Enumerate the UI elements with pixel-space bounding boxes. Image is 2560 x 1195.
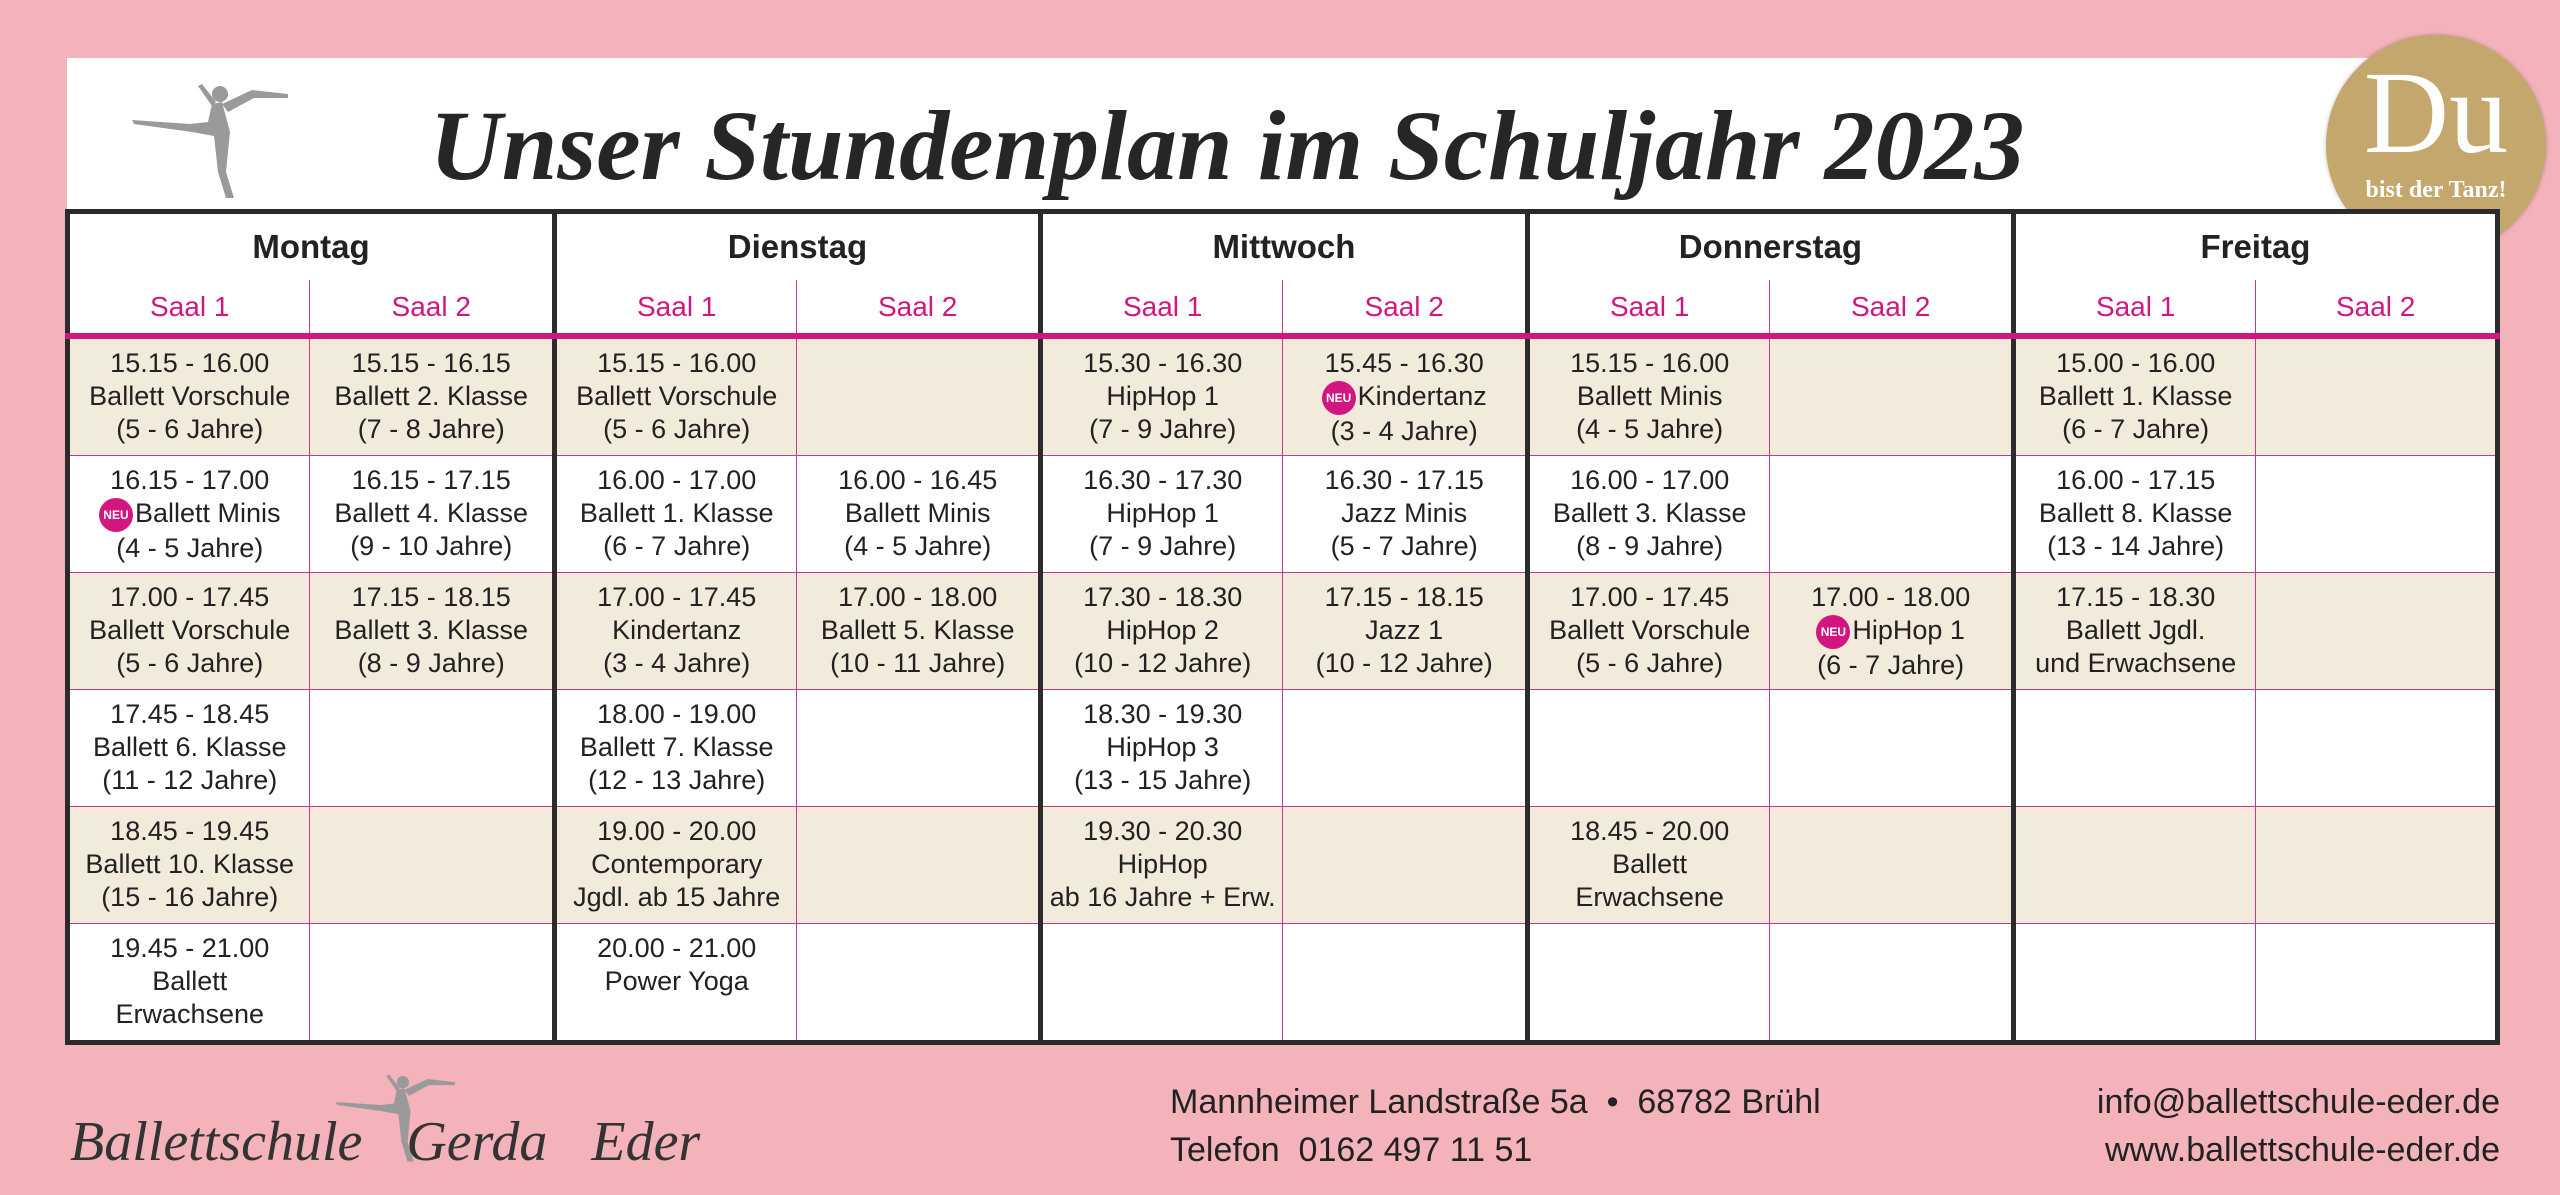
class-time: 15.45 - 16.30 (1324, 348, 1484, 378)
class-time: 16.15 - 17.15 (351, 465, 511, 495)
day-header-donnerstag: Donnerstag (1527, 212, 2013, 281)
class-name-text: Ballett Minis (134, 498, 281, 528)
class-detail: (8 - 9 Jahre) (1576, 531, 1724, 561)
class-name: Ballett Vorschule (576, 381, 778, 411)
empty-cell (2013, 807, 2255, 924)
class-time: 20.00 - 21.00 (597, 933, 757, 963)
class-cell (68, 336, 310, 456)
class-detail: Erwachsene (1575, 882, 1724, 912)
class-entry (557, 807, 796, 914)
day-header-row (68, 212, 2498, 281)
class-entry (70, 807, 309, 914)
class-cell (1527, 573, 1769, 690)
class-entry (1043, 807, 1282, 914)
class-entry (1283, 339, 1525, 448)
address-block (1170, 1078, 1821, 1174)
class-name: Ballett 3. Klasse (334, 615, 529, 645)
class-name: HipHop 1 (1106, 381, 1219, 411)
class-entry (1043, 573, 1282, 680)
class-cell (310, 456, 554, 573)
class-cell (1770, 573, 2014, 690)
class-detail: (10 - 11 Jahre) (830, 648, 1006, 678)
class-entry (1043, 690, 1282, 797)
class-time: 18.30 - 19.30 (1083, 699, 1243, 729)
empty-cell (797, 924, 1040, 1043)
class-cell (310, 573, 554, 690)
class-time: 18.00 - 19.00 (597, 699, 757, 729)
class-detail: und Erwachsene (2035, 648, 2237, 678)
empty-cell (2013, 924, 2255, 1043)
class-name: Ballett 4. Klasse (334, 498, 529, 528)
class-cell (68, 807, 310, 924)
class-time: 15.15 - 16.00 (110, 348, 270, 378)
table-row (68, 573, 2498, 690)
empty-cell (797, 807, 1040, 924)
class-cell (1283, 336, 1528, 456)
website-link[interactable]: www.ballettschule-eder.de (2104, 1131, 2500, 1169)
class-detail: (13 - 14 Jahre) (2047, 531, 2225, 561)
class-name: Jazz Minis (1341, 498, 1468, 528)
class-cell (1040, 573, 1282, 690)
empty-cell (1770, 336, 2014, 456)
class-entry (70, 456, 309, 565)
class-name (1283, 380, 1525, 415)
class-cell (1527, 456, 1769, 573)
email-link[interactable]: info@ballettschule-eder.de (2096, 1083, 2500, 1121)
class-entry (70, 924, 309, 1031)
day-header-dienstag: Dienstag (554, 212, 1040, 281)
empty-cell (310, 924, 554, 1043)
badge-small-text: bist der Tanz! (2365, 177, 2507, 203)
saal-header: Saal 2 (310, 280, 554, 336)
class-entry (2016, 573, 2255, 680)
saal-header: Saal 1 (1527, 280, 1769, 336)
class-entry (310, 573, 551, 680)
class-entry (797, 573, 1037, 680)
empty-cell (310, 807, 554, 924)
class-cell (1040, 690, 1282, 807)
class-cell (68, 924, 310, 1043)
class-cell (554, 690, 796, 807)
class-cell (554, 456, 796, 573)
class-cell (1283, 456, 1528, 573)
empty-cell (1770, 924, 2014, 1043)
empty-cell (2256, 456, 2498, 573)
class-name (70, 497, 309, 532)
empty-cell (2256, 336, 2498, 456)
class-cell (1040, 456, 1282, 573)
empty-cell (1770, 456, 2014, 573)
timetable (65, 209, 2500, 1045)
class-time: 19.00 - 20.00 (597, 816, 757, 846)
class-name: Ballett (152, 966, 228, 996)
class-detail: (5 - 7 Jahre) (1330, 531, 1478, 561)
class-entry (1043, 456, 1282, 563)
class-name: HipHop 3 (1106, 732, 1219, 762)
class-entry (2016, 456, 2255, 563)
class-time: 18.45 - 20.00 (1570, 816, 1730, 846)
class-name (1770, 614, 2011, 649)
saal-header: Saal 2 (1283, 280, 1528, 336)
class-time: 15.30 - 16.30 (1083, 348, 1243, 378)
class-entry (557, 456, 796, 563)
class-cell (554, 573, 796, 690)
class-name: Ballett 1. Klasse (2038, 381, 2233, 411)
class-entry (1530, 573, 1769, 680)
empty-cell (1770, 690, 2014, 807)
class-time: 15.15 - 16.15 (351, 348, 511, 378)
empty-cell (797, 690, 1040, 807)
class-name: Kindertanz (612, 615, 742, 645)
class-time: 16.30 - 17.30 (1083, 465, 1243, 495)
empty-cell (2013, 690, 2255, 807)
class-detail: (9 - 10 Jahre) (350, 531, 513, 561)
class-time: 16.00 - 16.45 (838, 465, 998, 495)
class-time: 17.15 - 18.15 (351, 582, 511, 612)
saal-header: Saal 1 (554, 280, 796, 336)
class-detail: (10 - 12 Jahre) (1074, 648, 1252, 678)
class-entry (557, 339, 796, 446)
class-name: Ballett 6. Klasse (92, 732, 287, 762)
class-time: 15.15 - 16.00 (1570, 348, 1730, 378)
saal-header: Saal 1 (2013, 280, 2255, 336)
class-name: Ballett Vorschule (1549, 615, 1751, 645)
class-time: 19.45 - 21.00 (110, 933, 270, 963)
empty-cell (2256, 573, 2498, 690)
class-entry (2016, 339, 2255, 446)
class-entry (310, 339, 551, 446)
empty-cell (2256, 924, 2498, 1043)
empty-cell (797, 336, 1040, 456)
empty-cell (1283, 924, 1528, 1043)
class-detail: (5 - 6 Jahre) (603, 414, 751, 444)
class-cell (2013, 573, 2255, 690)
class-detail: (3 - 4 Jahre) (603, 648, 751, 678)
table-row (68, 456, 2498, 573)
class-time: 17.00 - 18.00 (838, 582, 998, 612)
class-detail: (12 - 13 Jahre) (588, 765, 766, 795)
class-detail: (5 - 6 Jahre) (1576, 648, 1724, 678)
class-time: 17.15 - 18.15 (1324, 582, 1484, 612)
class-entry (70, 573, 309, 680)
class-time: 16.00 - 17.15 (2056, 465, 2216, 495)
class-name: Ballett 2. Klasse (334, 381, 529, 411)
class-cell (797, 573, 1040, 690)
class-entry (1530, 339, 1769, 446)
class-entry (1530, 807, 1769, 914)
class-name: Ballett 7. Klasse (579, 732, 774, 762)
new-badge: NEU (1322, 381, 1356, 415)
class-entry (557, 924, 796, 998)
class-time: 17.30 - 18.30 (1083, 582, 1243, 612)
class-time: 19.30 - 20.30 (1083, 816, 1243, 846)
class-name: HipHop 2 (1106, 615, 1219, 645)
empty-cell (310, 690, 554, 807)
class-name: Ballett 5. Klasse (820, 615, 1015, 645)
empty-cell (1283, 690, 1528, 807)
class-cell (310, 336, 554, 456)
class-detail: (4 - 5 Jahre) (116, 532, 264, 563)
class-time: 17.00 - 17.45 (597, 582, 757, 612)
class-name: Ballett Minis (844, 498, 991, 528)
footer-logo (70, 1060, 750, 1180)
class-name: Jazz 1 (1365, 615, 1444, 645)
class-cell (68, 573, 310, 690)
class-detail: (6 - 7 Jahre) (2062, 414, 2210, 444)
saal-header: Saal 1 (68, 280, 310, 336)
class-detail: (13 - 15 Jahre) (1074, 765, 1252, 795)
class-entry (557, 573, 796, 680)
class-time: 17.45 - 18.45 (110, 699, 270, 729)
empty-cell (1283, 807, 1528, 924)
empty-cell (1040, 924, 1282, 1043)
class-time: 17.00 - 17.45 (1570, 582, 1730, 612)
table-row (68, 807, 2498, 924)
class-detail: (8 - 9 Jahre) (357, 648, 505, 678)
saal-header: Saal 2 (2256, 280, 2498, 336)
class-entry (70, 339, 309, 446)
empty-cell (2256, 807, 2498, 924)
class-detail: Erwachsene (115, 999, 265, 1029)
class-detail: (15 - 16 Jahre) (101, 882, 279, 912)
class-cell (68, 690, 310, 807)
class-cell (1527, 336, 1769, 456)
class-cell (1040, 807, 1282, 924)
class-name: Ballett Jgdl. (2065, 615, 2206, 645)
empty-cell (2256, 690, 2498, 807)
class-entry (797, 456, 1037, 563)
class-entry (557, 690, 796, 797)
class-entry (1770, 573, 2011, 682)
badge-big-text: Du (2363, 47, 2509, 178)
day-header-montag: Montag (68, 212, 555, 281)
timetable-body (68, 336, 2498, 1043)
table-row (68, 690, 2498, 807)
class-cell (554, 336, 796, 456)
class-detail: (4 - 5 Jahre) (1576, 414, 1724, 444)
class-name: Ballett Minis (1576, 381, 1723, 411)
class-cell (797, 456, 1040, 573)
class-name: Ballett 10. Klasse (85, 849, 295, 879)
class-time: 15.15 - 16.00 (597, 348, 757, 378)
contact-block (2097, 1078, 2500, 1174)
class-detail: (5 - 6 Jahre) (116, 648, 264, 678)
class-cell (554, 807, 796, 924)
table-row (68, 336, 2498, 456)
class-time: 18.45 - 19.45 (110, 816, 270, 846)
class-time: 17.00 - 17.45 (110, 582, 270, 612)
class-detail: (6 - 7 Jahre) (603, 531, 751, 561)
class-cell (68, 456, 310, 573)
class-detail: (4 - 5 Jahre) (844, 531, 992, 561)
saal-header-row (68, 280, 2498, 336)
class-time: 17.15 - 18.30 (2056, 582, 2216, 612)
class-cell (1040, 336, 1282, 456)
class-name-text: Kindertanz (1357, 381, 1487, 411)
school-name: Ballettschule Gerda Eder (70, 1111, 701, 1173)
day-header-freitag: Freitag (2013, 212, 2497, 281)
phone-line: Telefon 0162 497 11 51 (1170, 1131, 1533, 1169)
class-entry (1530, 456, 1769, 563)
class-entry (1043, 339, 1282, 446)
class-name: Ballett 8. Klasse (2038, 498, 2233, 528)
class-name: HipHop (1117, 849, 1208, 879)
saal-header: Saal 2 (797, 280, 1040, 336)
class-name-text: HipHop 1 (1852, 615, 1965, 645)
empty-cell (1527, 924, 1769, 1043)
class-name: Ballett 3. Klasse (1552, 498, 1747, 528)
class-time: 17.00 - 18.00 (1811, 582, 1971, 612)
empty-cell (1770, 807, 2014, 924)
class-detail: (10 - 12 Jahre) (1315, 648, 1493, 678)
class-detail: (7 - 8 Jahre) (357, 414, 505, 444)
table-row (68, 924, 2498, 1043)
class-cell (2013, 336, 2255, 456)
header-banner (67, 58, 2487, 210)
new-badge: NEU (1816, 615, 1850, 649)
ballerina-logo-icon (122, 72, 292, 202)
class-detail: (7 - 9 Jahre) (1089, 414, 1237, 444)
class-name: Power Yoga (604, 966, 749, 996)
class-cell (1527, 807, 1769, 924)
class-detail: ab 16 Jahre + Erw. (1049, 882, 1276, 912)
class-name: Ballett Vorschule (89, 615, 291, 645)
class-detail: (7 - 9 Jahre) (1089, 531, 1237, 561)
class-detail: (5 - 6 Jahre) (116, 414, 264, 444)
class-entry (1283, 456, 1525, 563)
class-detail: (3 - 4 Jahre) (1330, 415, 1478, 446)
class-time: 16.30 - 17.15 (1324, 465, 1484, 495)
saal-header: Saal 2 (1770, 280, 2014, 336)
class-name: Ballett Vorschule (89, 381, 291, 411)
class-detail: (11 - 12 Jahre) (102, 765, 278, 795)
class-time: 16.00 - 17.00 (597, 465, 757, 495)
class-cell (554, 924, 796, 1043)
class-entry (70, 690, 309, 797)
class-name: Contemporary (591, 849, 763, 879)
class-cell (2013, 456, 2255, 573)
class-time: 16.15 - 17.00 (110, 465, 270, 495)
class-name: HipHop 1 (1106, 498, 1219, 528)
page-title: Unser Stundenplan im Schuljahr 2023 (429, 90, 2025, 201)
day-header-mittwoch: Mittwoch (1040, 212, 1527, 281)
class-entry (310, 456, 551, 563)
saal-header: Saal 1 (1040, 280, 1282, 336)
class-name: Ballett (1612, 849, 1688, 879)
class-entry (1283, 573, 1525, 680)
class-name: Ballett 1. Klasse (579, 498, 774, 528)
class-detail: Jgdl. ab 15 Jahre (573, 882, 781, 912)
new-badge: NEU (99, 498, 133, 532)
empty-cell (1527, 690, 1769, 807)
class-detail: (6 - 7 Jahre) (1817, 649, 1965, 680)
address-line: Mannheimer Landstraße 5a • 68782 Brühl (1170, 1083, 1821, 1121)
class-time: 16.00 - 17.00 (1570, 465, 1730, 495)
class-cell (1283, 573, 1528, 690)
class-time: 15.00 - 16.00 (2056, 348, 2216, 378)
